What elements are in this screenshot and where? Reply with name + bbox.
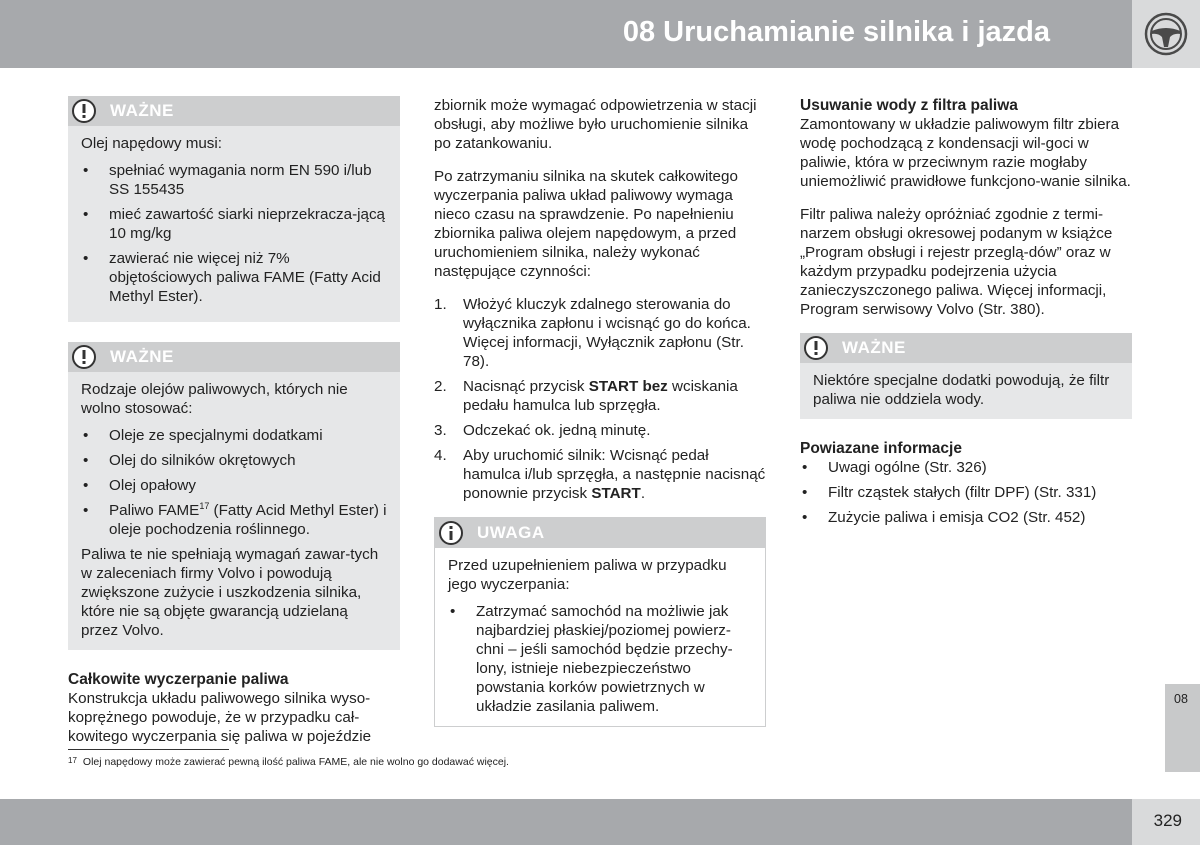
header-bar [0,0,1132,68]
steering-wheel-icon [1143,11,1189,57]
list-item-text: Paliwo FAME [109,502,200,519]
warning-outro: Paliwa te nie spełniają wymagań zawar-tych w zaleceniach firmy Volvo i powodują zwiększone zużycie i uszkodzenia silnika, które nie są objęte gwarancją udzielaną przez Volvo. [81,546,379,639]
warning-box-fuels [68,342,400,650]
body-text: Konstrukcja układu paliwowego silnika wyso-koprężnego powoduje, że w przypadku cał-kowitego wyczerpania się paliwa w pojeździe [68,690,372,745]
step-item [434,377,766,415]
warning-title: WAŻNE [110,101,174,120]
list-item: • spełniać wymagania norm EN 590 i/lub SS 155435 [81,161,388,199]
chapter-title: 08 Uruchamianie silnika i jazda [622,16,1050,48]
section-heading: Całkowite wyczerpanie paliwa [68,671,289,688]
step-number: 3. [434,422,447,439]
related-link[interactable]: • Zużycie paliwa i emisja CO2 (Str. 452) [800,508,1132,527]
note-list [448,602,753,716]
footer-bar [0,799,1132,845]
section-heading: Usuwanie wody z filtra paliwa [800,97,1018,114]
body-text: Zamontowany w układzie paliwowym filtr zbiera wodę pochodzącą z kondensacji wil-goci w paliwie, która w przeciwnym razie mogłaby uniemożliwić prawidłowe funkcjono-wanie silnika. [800,116,1131,190]
list-item: • Olej do silników okrętowych [81,451,388,470]
list-item-text: (Fatty Acid Methyl Ester) i oleje pochodzenia roślinnego. [109,502,387,538]
related-link[interactable]: • Filtr cząstek stałych (filtr DPF) (Str. 331) [800,483,1132,502]
chapter-tab-label: 08 [1174,692,1188,706]
note-box-header [435,518,765,548]
step-text: Odczekać ok. jedną minutę. [463,422,651,439]
related-heading: Powiazane informacje [800,440,962,457]
warning-icon [803,335,829,361]
footnote [68,756,509,768]
step-number: 1. [434,296,447,313]
column-1 [68,96,400,760]
list-item: • mieć zawartość siarki nieprzekracza-jącą 10 mg/kg [81,205,388,243]
step-number: 4. [434,447,447,464]
column-3 [800,96,1132,533]
body-text: zbiornik może wymagać odpowietrzenia w stacji obsługi, aby możliwe było uruchomienie silnika po zatankowaniu. [434,97,757,152]
list-item: • zawierać nie więcej niż 7% objętościowych paliwa FAME (Fatty Acid Methyl Ester). [81,249,388,306]
warning-icon [71,344,97,370]
step-text: Aby uruchomić silnik: Wcisnąć pedał hamulca i/lub sprzęgła, a następnie nacisnąć ponownie przycisk [463,447,766,502]
page-number-box [1132,799,1200,845]
step-text-bold: START bez [588,378,668,395]
list-item: • Zatrzymać samochód na możliwie jak najbardziej płaskiej/poziomej powierz-chni – jeśli samochód będzie przechy-lony, istnieje niebezpieczeństwo powstania korków powietrznych w układzie zasilania paliwem. [448,602,753,716]
footnote-divider [68,749,229,750]
warning-title: WAŻNE [842,338,906,357]
warning-box-header [800,333,1132,363]
related-link[interactable]: • Uwagi ogólne (Str. 326) [800,458,1132,477]
column-2 [434,96,766,747]
warning-box-diesel [68,96,400,322]
step-item [434,446,766,503]
step-item [434,421,766,440]
steps-list [434,295,766,503]
warning-box-header [68,96,400,126]
body-text: Po zatrzymaniu silnika na skutek całkowitego wyczerpania paliwa układ paliwowy wymaga nieco czasu na sprawdzenie. Po napełnieniu zbiornika paliwa olejem napędowym, a przed uruchomieniem silnika, należy wykonać następujące czynności: [434,168,738,280]
footnote-number: 17 [68,756,77,765]
warning-icon [71,98,97,124]
step-text-bold: START [591,485,641,502]
warning-box-filter [800,333,1132,419]
warning-list [81,426,388,539]
step-text: . [640,485,646,502]
footnote-text: Olej napędowy może zawierać pewną ilość paliwa FAME, ale nie wolno go dodawać więcej. [82,756,509,768]
body-text: Filtr paliwa należy opróżniać zgodnie z termi-narzem obsługi okresowej podanym w książce „Program obsługi i rejestr przeglą-dów” oraz w każdym przypadku podejrzenia użycia zanieczyszczonego paliwa. Więcej informacji, Program serwisowy Volvo (Str. 380). [800,206,1113,318]
chapter-tab[interactable] [1165,684,1200,772]
step-number: 2. [434,378,447,395]
header-icon-box [1132,0,1200,68]
note-box [434,517,766,727]
info-icon [438,520,464,546]
note-intro: Przed uzupełnieniem paliwa w przypadku jego wyczerpania: [448,557,727,593]
step-text: wciskania pedału hamulca lub sprzęgła. [463,378,738,414]
list-item: • Oleje ze specjalnymi dodatkami [81,426,388,445]
list-item [81,501,388,539]
related-list [800,458,1132,527]
footnote-ref[interactable]: 17 [199,500,210,511]
warning-text: Niektóre specjalne dodatki powodują, że filtr paliwa nie oddziela wody. [813,372,1110,408]
page-number: 329 [1153,811,1182,830]
step-text: Włożyć kluczyk zdalnego sterowania do wyłącznika zapłonu i wcisnąć go do końca. Więcej informacji, Wyłącznik zapłonu (Str. 78). [463,296,751,370]
warning-list [81,161,388,306]
step-item [434,295,766,371]
warning-title: WAŻNE [110,347,174,366]
warning-box-header [68,342,400,372]
step-text: Nacisnąć przycisk [463,378,589,395]
warning-intro: Olej napędowy musi: [81,135,222,152]
warning-intro: Rodzaje olejów paliwowych, których nie wolno stosować: [81,381,348,417]
list-item: • Olej opałowy [81,476,388,495]
note-title: UWAGA [477,523,545,542]
